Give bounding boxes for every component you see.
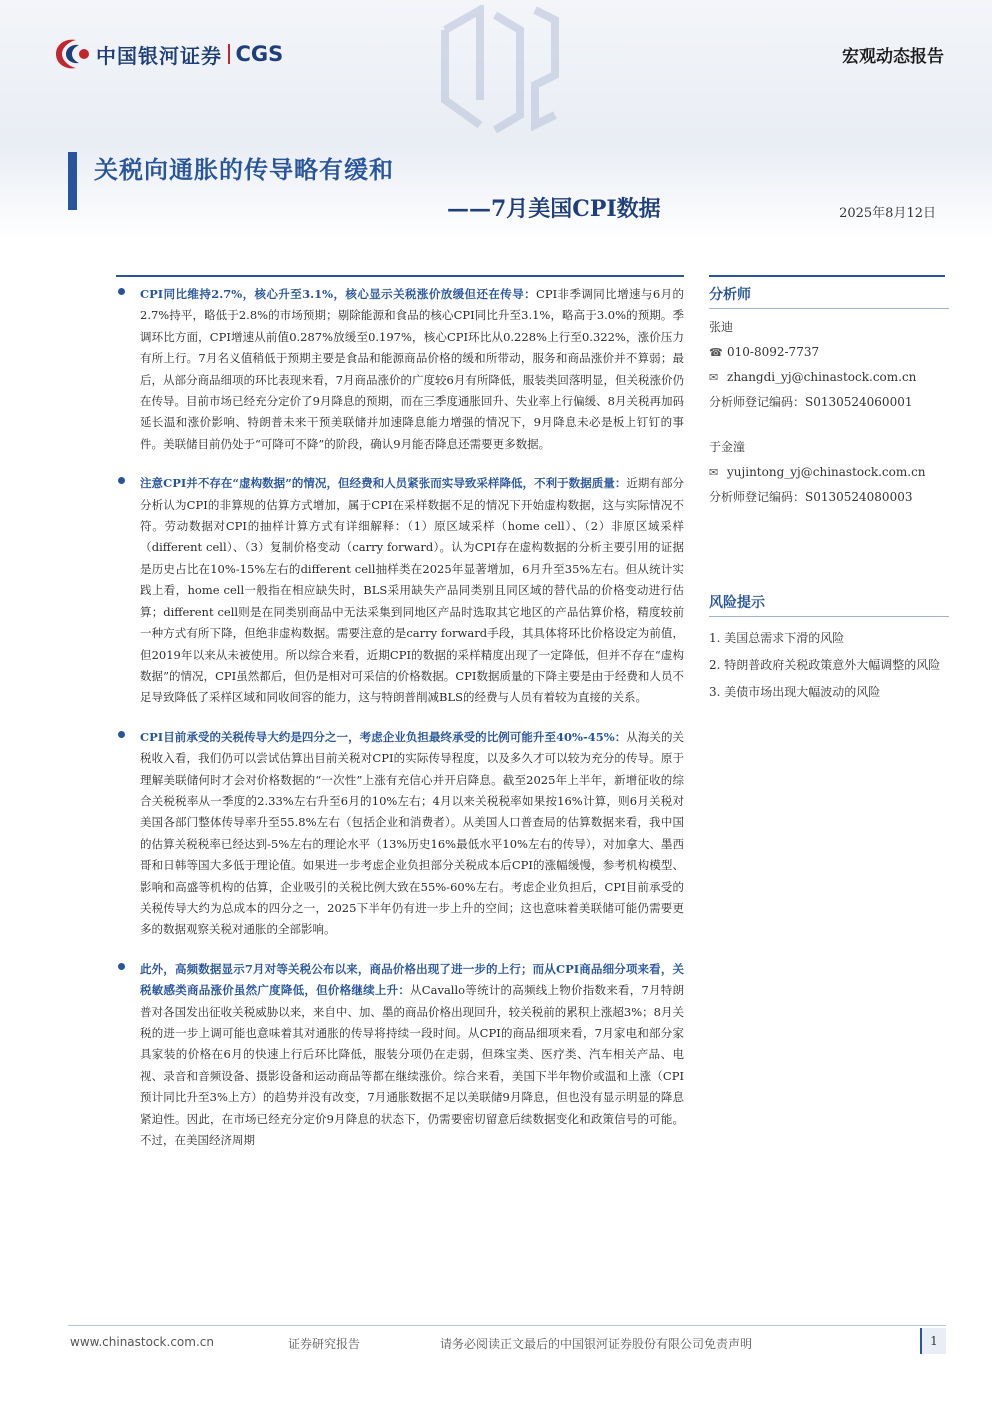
summary-paragraph xyxy=(116,959,684,1152)
paragraph-text xyxy=(140,473,684,708)
cgs-logo xyxy=(52,36,92,72)
logo-text-en: CGS xyxy=(235,42,284,66)
paragraph-body: 从海关的关税收入看，我们仍可以尝试估算出目前关税对CPI的实际传导程度，以及多久才可以较为充分的传导。原于理解美联储何时才会对价格数据的“一次性”上涨有充信心并开启降息。截至2025年上半年，新增征收的综合关税税率从一季度的2.33%左右升至6月的10%左右；4月以来关税税率如果按16%计算，则6月关税对美国各部门整体传导率升至55.8%左右（包括企业和消费者）。从美国人口普查局的估算数据来看，我中国的估算关税税率已经达到-5%左右的理论水平（13%历史16%最低水平10%左右的传导），对加拿大、墨西哥和日韩等国大多低于理论值。如果进一步考虑企业负担部分关税成本后CPI的涨幅缓慢，参考机构模型、影响和高盛等机构的估算，企业吸引的关税比例大致在55%-60%左右。考虑企业负担后，CPI目前承受的关税传导大约为总成本的四分之一，2025下半年仍有进一步上升的空间；这也意味着美联储可能仍需要更多的数据观察关税对通胀的全部影响。 xyxy=(140,729,685,937)
sidebar-top-rule xyxy=(709,275,945,277)
paragraph-body: 近期有部分分析认为CPI的非算规的估算方式增加，属于CPI在采样数据不足的情况下开始虚构数据，这与实际情况不符。劳动数据对CPI的抽样计算方式有详细解释：（1）原区域采样（home cell）、（2）非原区域采样（different cell）、（3）复制价格变动（carry forward）。认为CPI存在虚构数据的分析主要引用的证据是历史占比在10%-15%左右的different cell抽样类在2025年显著增加，6月升至35%左右。但从统计实践上看，home cell一般指在相应缺失时，BLS采用缺失产品同类别且同区域的替代品的价格变动进行估算；different cell则是在同类别商品中无法采集到同地区产品时选取其它地区的产品估算价格，精度较前一种方式有所下降，但绝非虚构数据。需要注意的是carry forward手段，其具体将环比价格设定为前值，但2019年以来从未被使用。所以综合来看，近期CPI的数据的采样精度出现了一定降低，但并不存在“虚构数据”的情况，CPI虽然都后，但仍是相对可采信的价格数据。CPI数据质量的下降主要是由于经费和人员不足导致降低了采样区域和同收间容的能力，这与特朗普削减BLS的经费与人员有着较为直接的关系。 xyxy=(140,476,684,705)
analyst-cert: 分析师登记编码：S0130524080003 xyxy=(709,490,913,504)
paragraph-body: CPI非季调同比增速与6月的2.7%持平，略低于2.8%的市场预期；剔除能源和食品的核心CPI同比升至3.1%，略高于3.0%的预期。季调环比方面，CPI增速从前值0.287%放缓至0.197%，核心CPI环比从0.228%上行至0.322%，涨价压力有所上行。7月名义值稍低于预期主要是食品和能源商品价格的缓和所带动，服务和商品涨价并不算弱；最后，从部分商品细项的环比表现来看，7月商品涨价的广度较6月有所降低，服装类回落明显，但关税涨价仍在传导。目前市场已经充分定价了9月降息的预期，而在三季度通胀回升、失业率上行偏缓、8月关税再加码延长温和涨价影响、特朗普未来干预美联储并加速降息能力增强的情况下，9月降息未必是板上钉钉的事件。美联储目前仍处于“可降可不降”的阶段，确认9月能否降息还需要更多数据。 xyxy=(140,287,684,451)
company-logo xyxy=(52,36,283,72)
analyst-email[interactable] xyxy=(709,365,949,390)
spacer xyxy=(709,510,949,592)
email-address[interactable]: yujintong_yj@chinastock.com.cn xyxy=(727,465,926,479)
cgs-watermark xyxy=(425,5,575,135)
bullet-icon xyxy=(118,731,125,738)
risk-list xyxy=(709,625,949,706)
summary-paragraph xyxy=(116,473,684,708)
email-icon: ✉ xyxy=(709,466,719,479)
report-title: 关税向通胀的传导略有缓和 xyxy=(94,155,394,184)
bullet-icon xyxy=(118,477,125,484)
bullet-icon xyxy=(118,288,125,295)
phone-icon: ☎ xyxy=(709,346,723,359)
email-address[interactable]: zhangdi_yj@chinastock.com.cn xyxy=(727,370,917,384)
main-content xyxy=(116,284,684,1169)
analyst-email[interactable] xyxy=(709,460,949,485)
risk-heading: 风险提示 xyxy=(709,595,765,611)
analyst-cert: 分析师登记编码：S0130524060001 xyxy=(709,395,913,409)
email-icon: ✉ xyxy=(709,371,719,384)
footer-disclaimer: 请务必阅读正文最后的中国银河证券股份有限公司免责声明 xyxy=(440,1337,753,1351)
spacer xyxy=(709,415,949,435)
analyst-phone xyxy=(709,340,949,365)
sidebar-divider xyxy=(709,616,949,617)
bullet-icon xyxy=(118,963,125,970)
footer-url[interactable]: www.chinastock.com.cn xyxy=(70,1335,214,1349)
logo-text-cn: 中国银河证券 xyxy=(96,43,222,68)
summary-paragraph xyxy=(116,284,684,455)
paragraph-lead: CPI目前承受的关税传导大约是四分之一，考虑企业负担最终承受的比例可能升至40%-45%： xyxy=(140,729,627,744)
risk-item: 3. 美债市场出现大幅波动的风险 xyxy=(709,685,881,699)
paragraph-text xyxy=(140,959,684,1152)
report-subtitle: ——7月美国CPI数据 xyxy=(447,196,661,222)
risk-item: 1. 美国总需求下滑的风险 xyxy=(709,631,845,645)
report-date: 2025年8月12日 xyxy=(839,206,936,221)
footer-rule xyxy=(68,1325,946,1326)
paragraph-text xyxy=(140,284,684,455)
footer-label: 证券研究报告 xyxy=(288,1337,361,1351)
page-number: 1 xyxy=(920,1328,946,1354)
sidebar-divider xyxy=(709,308,949,309)
paragraph-text xyxy=(140,727,684,941)
sidebar xyxy=(709,284,949,706)
paragraph-lead: 此外，高频数据显示7月对等关税公布以来，商品价格出现了进一步的上行；而从CPI商品细分项来看，关税敏感类商品涨价虽然广度降低，但价格继续上升： xyxy=(140,961,684,998)
analyst-name: 于金潼 xyxy=(709,440,746,454)
paragraph-lead: 注意CPI并不存在“虚构数据”的情况，但经费和人员紧张而实导致采样降低，不利于数据质量： xyxy=(140,476,627,491)
logo-divider xyxy=(228,44,230,64)
phone-number: 010-8092-7737 xyxy=(727,345,820,359)
risk-item: 2. 特朗普政府关税政策意外大幅调整的风险 xyxy=(709,658,941,672)
main-top-rule xyxy=(116,275,684,277)
analyst-name: 张迪 xyxy=(709,320,734,334)
title-accent-bar xyxy=(68,152,77,210)
paragraph-body: 从Cavallo等统计的高频线上物价指数来看，7月特朗普对各国发出征收关税威胁以来，来自中、加、墨的商品价格出现回升，较关税前的累积上涨超3%；8月关税的进一步上调可能也意味着其对通胀的传导将持续一段时间。从CPI的商品细项来看，7月家电和部分家具家装的价格在6月的快速上行后环比降低，服装分项仍在走弱，但珠宝类、医疗类、汽车相关产品、电视、录音和音频设备、摄影设备和运动商品等都在继续涨价。综合来看，美国下半年物价或温和上涨（CPI预计同比升至3%上方）的趋势并没有改变，7月通胀数据不足以美联储9月降息，但也没有显示明显的降息紧迫性。因此，在市场已经充分定价9月降息的状态下，仍需要密切留意后续数据变化和政策信号的可能。不过，在美国经济周期 xyxy=(140,983,684,1148)
analyst-heading: 分析师 xyxy=(709,287,751,303)
paragraph-lead: CPI同比维持2.7%，核心升至3.1%，核心显示关税涨价放缓但还在传导： xyxy=(140,287,537,301)
summary-paragraph xyxy=(116,727,684,941)
report-type: 宏观动态报告 xyxy=(842,47,944,67)
